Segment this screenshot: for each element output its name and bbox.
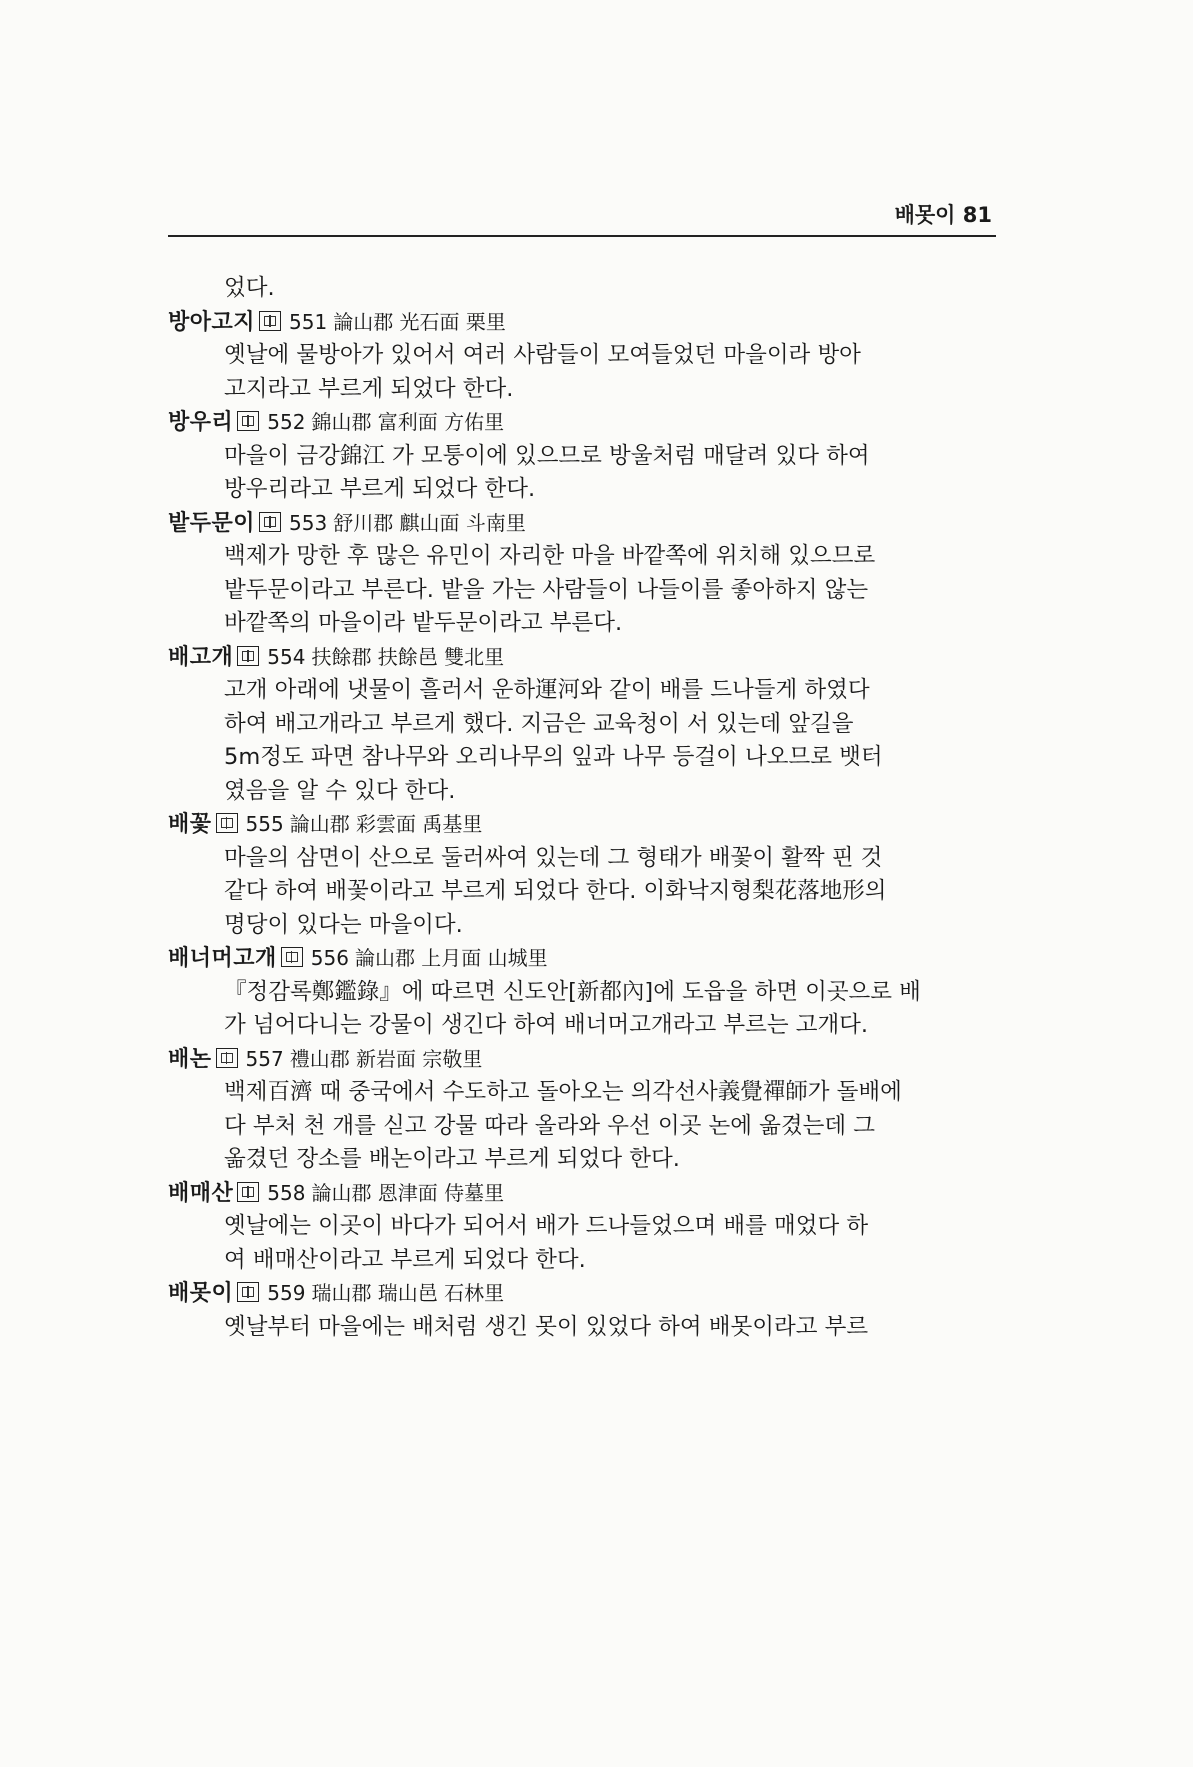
- entry-heading: [168, 808, 996, 842]
- page-body: [168, 272, 996, 1344]
- body-text-line: 옛날부터 마을에는 배처럼 생긴 못이 있었다 하여 배못이라고 부르: [224, 1313, 869, 1340]
- boxed-mark-icon: [259, 512, 281, 532]
- entry-location: 錦山郡 富利面 方佑里: [311, 410, 505, 434]
- entry-heading: [168, 1043, 996, 1077]
- entry-title: 방아고지: [168, 309, 256, 335]
- entry-location: 禮山郡 新岩面 宗敬里: [289, 1046, 483, 1071]
- body-text-line: 다 부처 천 개를 싣고 강물 따라 올라와 우선 이곳 논에 옮겼는데 그: [224, 1112, 875, 1139]
- page-header: [168, 195, 996, 237]
- body-text-line: 고개 아래에 냇물이 흘러서 운하運河와 같이 배를 드나들게 하였다: [224, 677, 870, 703]
- entry-number: 556: [310, 946, 349, 970]
- entry-heading: [168, 641, 996, 675]
- boxed-mark-icon: [281, 947, 303, 967]
- running-head: 배못이 81: [894, 203, 992, 227]
- body-text-line: 고지라고 부르게 되었다 한다.: [224, 375, 514, 402]
- body-text-line: 밭두문이라고 부른다. 밭을 가는 사람들이 나들이를 좋아하지 않는: [224, 576, 869, 603]
- entry-location: 舒川郡 麒山面 斗南里: [333, 510, 526, 535]
- body-text-line: 바깥쪽의 마을이라 밭두문이라고 부른다.: [224, 610, 623, 636]
- entry-heading: [168, 942, 996, 976]
- body-text-line: 백제百濟 때 중국에서 수도하고 돌아오는 의각선사義覺禪師가 돌배에: [224, 1079, 902, 1105]
- entry-title: 배너머고개: [168, 946, 277, 971]
- boxed-mark-icon: [237, 646, 259, 666]
- entry-heading: [168, 1277, 996, 1311]
- body-text-line: 같다 하여 배꽃이라고 부르게 되었다 한다. 이화낙지형梨花落地形의: [224, 878, 887, 904]
- body-text-line: 『정감록鄭鑑錄』에 따르면 신도안[新都內]에 도읍을 하면 이곳으로 배: [224, 978, 921, 1005]
- body-text-line: 마을이 금강錦江 가 모퉁이에 있으므로 방울처럼 매달려 있다 하여: [224, 442, 870, 469]
- boxed-mark-icon: [216, 813, 238, 833]
- entry-title: 배매산: [168, 1180, 234, 1206]
- boxed-mark-icon: [216, 1048, 238, 1068]
- body-text-line: 옛날에는 이곳이 바다가 되어서 배가 드나들었으며 배를 매었다 하: [224, 1213, 869, 1239]
- body-text-line: 하여 배고개라고 부르게 했다. 지금은 교육청이 서 있는데 앞길을: [224, 710, 854, 737]
- entry-number: 552: [267, 410, 306, 434]
- entry-title: 방우리: [168, 410, 234, 435]
- body-text-line: 5m정도 파면 참나무와 오리나무의 잎과 나무 등걸이 나오므로 뱃터: [224, 744, 883, 770]
- entry-heading: [168, 507, 996, 541]
- entry-location: 扶餘郡 扶餘邑 雙北里: [311, 644, 505, 669]
- boxed-mark-icon: [237, 1182, 259, 1202]
- entry-heading: [168, 406, 996, 440]
- body-text-line: 었다.: [224, 275, 275, 301]
- body-text-line: 명당이 있다는 마을이다.: [224, 911, 463, 938]
- entry-title: 배고개: [168, 644, 234, 670]
- entry-location: 論山郡 光石面 栗里: [333, 309, 506, 334]
- entry-heading: [168, 1177, 996, 1211]
- entry-location: 論山郡 上月面 山城里: [354, 946, 548, 970]
- body-text-line: 여 배매산이라고 부르게 되었다 한다.: [224, 1246, 586, 1273]
- entry-number: 558: [267, 1180, 306, 1205]
- body-text-line: 였음을 알 수 있다 한다.: [224, 777, 456, 804]
- entry-location: 論山郡 恩津面 侍墓里: [311, 1180, 505, 1205]
- entry-heading: [168, 306, 996, 340]
- body-text-line: 옛날에 물방아가 있어서 여러 사람들이 모여들었던 마을이라 방아: [224, 342, 861, 368]
- body-text-line: 옮겼던 장소를 배논이라고 부르게 되었다 한다.: [224, 1146, 680, 1172]
- body-text-line: 방우리라고 부르게 되었다 한다.: [224, 476, 536, 502]
- boxed-mark-icon: [259, 311, 281, 331]
- boxed-mark-icon: [237, 411, 259, 431]
- boxed-mark-icon: [237, 1282, 259, 1302]
- entry-title: 밭두문이: [168, 510, 256, 536]
- body-text-line: 백제가 망한 후 많은 유민이 자리한 마을 바깥쪽에 위치해 있으므로: [224, 543, 876, 569]
- entry-title: 배논: [168, 1046, 212, 1072]
- entry-number: 555: [245, 812, 284, 836]
- entry-title: 배꽃: [168, 812, 212, 837]
- body-text-line: 마을의 삼면이 산으로 둘러싸여 있는데 그 형태가 배꽃이 활짝 핀 것: [224, 844, 883, 871]
- entry-number: 559: [267, 1281, 306, 1305]
- body-text-line: 가 넘어다니는 강물이 생긴다 하여 배너머고개라고 부르는 고개다.: [224, 1012, 869, 1038]
- entry-location: 瑞山郡 瑞山邑 石林里: [311, 1281, 505, 1305]
- entry-number: 554: [267, 644, 306, 669]
- entry-number: 553: [289, 510, 328, 535]
- entry-title: 배못이: [168, 1281, 234, 1306]
- entry-number: 551: [289, 309, 328, 334]
- entry-location: 論山郡 彩雲面 禹基里: [289, 812, 483, 836]
- entry-number: 557: [245, 1046, 284, 1071]
